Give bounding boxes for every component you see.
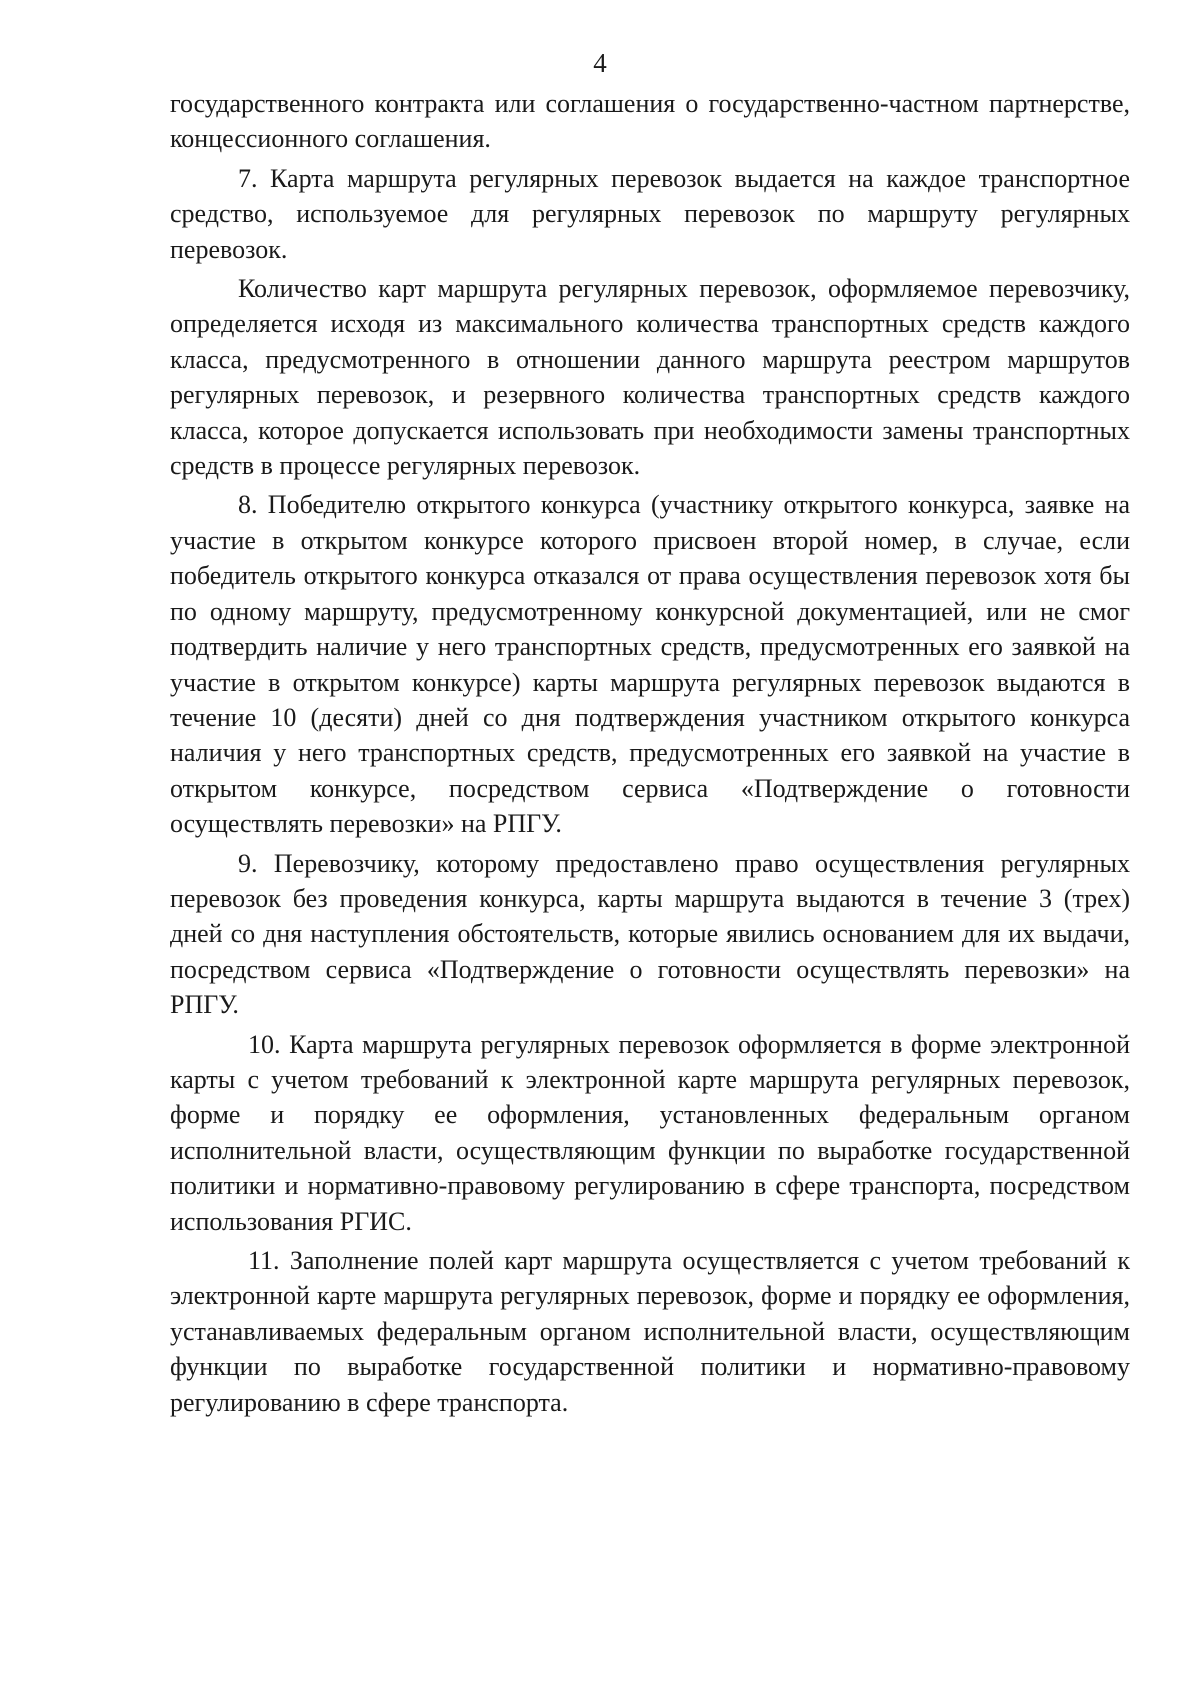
- paragraph-card-quantity: Количество карт маршрута регулярных перевозок, оформляемое перевозчику, определяется исходя из максимального количества транспортных средств каждого класса, предусмотренного в отношении данного маршрута реестром маршрутов регулярных перевозок, и резервного количества транспортных средств каждого класса, которое допускается использовать при необходимости замены транспортных средств в процессе регулярных перевозок.: [170, 274, 1130, 481]
- paragraph-item-9: 9. Перевозчику, которому предоставлено право осуществления регулярных перевозок без проведения конкурса, карты маршрута выдаются в течение 3 (трех) дней со дня наступления обстоятельств, которые явились основанием для их выдачи, посредством сервиса «Подтверждение о готовности осуществлять перевозки» на РПГУ.: [170, 848, 1130, 1020]
- paragraph-continuation: государственного контракта или соглашения о государственно-частном партнерстве, концессионного соглашения.: [170, 89, 1130, 154]
- paragraph-item-8: 8. Победителю открытого конкурса (участнику открытого конкурса, заявке на участие в открытом конкурсе которого присвоен второй номер, в случае, если победитель открытого конкурса отказался от права осуществления перевозок хотя бы по одному маршруту, предусмотренному конкурсной документацией, или не смог подтвердить наличие у него транспортных средств, предусмотренных его заявкой на участие в открытом конкурсе) карты маршрута регулярных перевозок выдаются в течение 10 (десяти) дней со дня подтверждения участником открытого конкурса наличия у него транспортных средств, предусмотренных его заявкой на участие в открытом конкурсе, посредством сервиса «Подтверждение о готовности осуществлять перевозки» на РПГУ.: [170, 490, 1130, 839]
- document-body: [170, 86, 1130, 1424]
- paragraph-item-7: 7. Карта маршрута регулярных перевозок выдается на каждое транспортное средство, используемое для регулярных перевозок по маршруту регулярных перевозок.: [170, 163, 1130, 264]
- paragraph-item-10: 10. Карта маршрута регулярных перевозок оформляется в форме электронной карты с учетом требований к электронной карте маршрута регулярных перевозок, форме и порядку ее оформления, установленных федеральным органом исполнительной власти, осуществляющим функции по выработке государственной политики и нормативно-правовому регулированию в сфере транспорта, посредством использования РГИС.: [170, 1029, 1130, 1236]
- page-number: 4: [593, 48, 607, 78]
- paragraph-item-11: 11. Заполнение полей карт маршрута осуществляется с учетом требований к электронной карте маршрута регулярных перевозок, форме и порядку ее оформления, устанавливаемых федеральным органом исполнительной власти, осуществляющим функции по выработке государственной политики и нормативно-правовому регулированию в сфере транспорта.: [170, 1246, 1130, 1417]
